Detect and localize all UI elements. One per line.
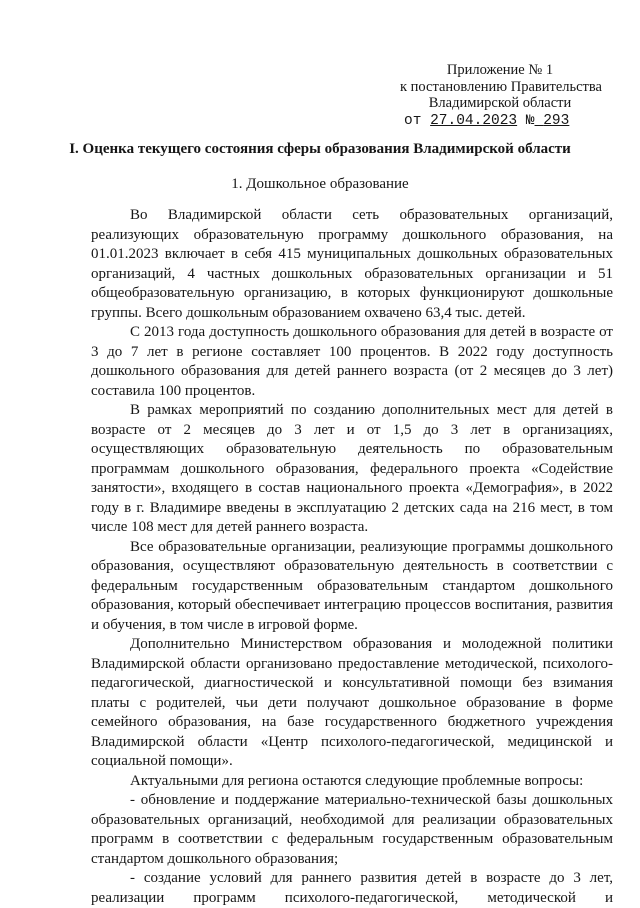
appendix-resolution: к постановлению Правительства	[400, 78, 602, 95]
paragraph: Во Владимирской области сеть образовательных организаций, реализующих образовательную программу дошкольного образования, на 01.01.2023 включает в себя 415 муниципальных дошкольных образовательных организаций, 4 частных дошкольных образовательных организации и 51 общеобразовательную организацию, в которых функционируют дошкольные группы. Всего дошкольным образованием охвачено 63,4 тыс. детей.	[91, 207, 613, 321]
appendix-number: Приложение № 1	[446, 62, 554, 78]
number-prefix: №	[525, 112, 535, 129]
appendix-registration	[404, 113, 600, 130]
section-title: I. Оценка текущего состояния сферы образования Владимирской области	[69, 141, 571, 157]
body-text	[91, 206, 613, 908]
date-prefix: от	[404, 112, 422, 129]
paragraph: Все образовательные организации, реализующие программы дошкольного образования, осуществляют образовательную деятельность в соответствии с федеральным государственным образовательным стандартом дошкольного образования, который обеспечивает интеграцию процессов воспитания, развития и обучения, в том числе в игровой форме.	[91, 538, 613, 633]
appendix-block	[400, 62, 600, 129]
subsection-title: 1. Дошкольное образование	[231, 176, 409, 192]
paragraph: С 2013 года доступность дошкольного образования для детей в возрасте от 3 до 7 лет в регионе составляет 100 процентов. В 2022 году доступность дошкольного образования для детей раннего возраста (от 2 месяцев до 3 лет) составила 100 процентов.	[91, 324, 613, 399]
paragraph: Актуальными для региона остаются следующие проблемные вопросы:	[130, 772, 584, 789]
list-item: - обновление и поддержание материально-технической базы дошкольных образовательных организаций, необходимой для реализации образовательных программ в соответствии с федеральным государственным образовательным стандартом дошкольного образования;	[91, 792, 613, 867]
appendix-region: Владимирской области	[428, 95, 572, 111]
list-item: - создание условий для раннего развития детей в возрасте до 3 лет, реализации программ психолого-педагогической, методической и	[91, 870, 613, 906]
appendix-date: 27.04.2023	[430, 112, 518, 129]
paragraph: Дополнительно Министерством образования и молодежной политики Владимирской области организовано предоставление методической, психолого-педагогической, диагностической и консультативной помощи без взимания платы с родителей, чьи дети получают дошкольное образование в форме семейного образования, на базе государственного бюджетного учреждения Владимирской области «Центр психолого-педагогической, медицинской и социальной помощи».	[91, 636, 613, 769]
appendix-doc-number: 293	[543, 112, 570, 129]
paragraph: В рамках мероприятий по созданию дополнительных мест для детей в возрасте от 2 месяцев до 3 лет и от 1,5 до 3 лет в организациях, осуществляющих образовательную деятельность по образовательным программам дошкольного образования, федерального проекта «Содействие занятости», входящего в состав национального проекта «Демография», в 2022 году в г. Владимире введены в эксплуатацию 2 детских сада на 216 мест, в том числе 108 мест для детей раннего возраста.	[91, 402, 613, 535]
